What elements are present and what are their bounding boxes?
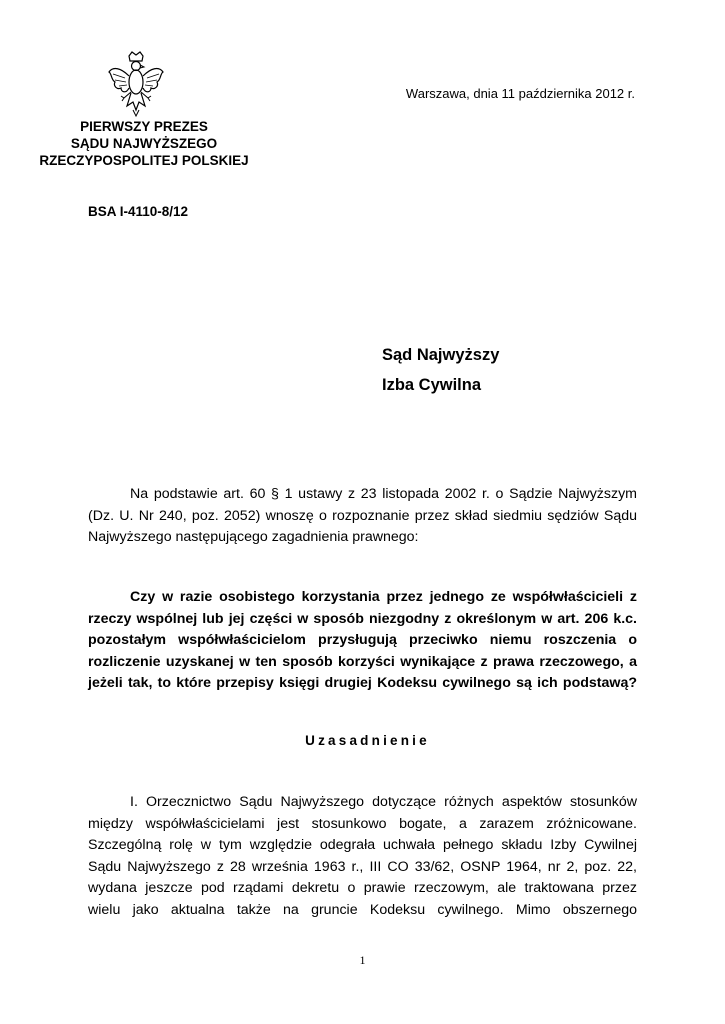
issuer-block	[28, 118, 260, 169]
justification-paragraph	[88, 792, 637, 921]
addressee-court: Sąd Najwyższy	[382, 346, 500, 364]
paragraph-line: między współwłaścicielami jest stosunkowo bogate, a zarazem zróżnicowane.	[88, 815, 637, 832]
question-line: pozostałym współwłaścicielom przysługują przeciwko niemu roszczenia o	[88, 632, 637, 648]
reference-number: BSA I-4110-8/12	[88, 204, 189, 219]
polish-eagle-emblem-icon	[107, 50, 165, 118]
intro-paragraph	[88, 484, 637, 549]
addressee-block	[382, 340, 499, 400]
question-line: rozliczenie uzyskanej w ten sposób korzyści wynikające z prawa rzeczowego, a	[88, 653, 637, 670]
addressee-chamber: Izba Cywilna	[382, 376, 482, 394]
paragraph-line: wydana jeszcze pod rządami dekretu o prawie rzeczowym, ale traktowana przez	[88, 880, 637, 896]
paragraph-line: wielu jako aktualna także na gruncie Kodeksu cywilnego. Mimo obszernego	[88, 901, 637, 918]
paragraph-line: (Dz. U. Nr 240, poz. 2052) wnoszę o rozpoznanie przez skład siedmiu sędziów Sądu	[88, 507, 637, 524]
section-heading: Uzasadnienie	[305, 733, 430, 748]
paragraph-line: I. Orzecznictwo Sądu Najwyższego dotyczące różnych aspektów stosunków	[130, 794, 637, 810]
paragraph-line: Na podstawie art. 60 § 1 ustawy z 23 listopada 2002 r. o Sądzie Najwyższym	[130, 486, 637, 502]
legal-question	[88, 587, 637, 695]
question-line: jeżeli tak, to które przepisy księgi drugiej Kodeksu cywilnego są ich podstawą?	[88, 675, 637, 691]
issuer-line: RZECZYPOSPOLITEJ POLSKIEJ	[39, 153, 249, 168]
issuer-line: PIERWSZY PREZES	[80, 119, 208, 134]
document-date: Warszawa, dnia 11 października 2012 r.	[405, 86, 635, 101]
issuer-line: SĄDU NAJWYŻSZEGO	[70, 136, 218, 151]
page-number: 1	[359, 953, 366, 967]
question-line: rzeczy wspólnej lub jej części w sposób niezgodny z określonym w art. 206 k.c.	[88, 610, 637, 627]
paragraph-line: Sądu Najwyższego z 28 września 1963 r., III CO 33/62, OSNP 1964, nr 2, poz. 22,	[88, 858, 637, 875]
question-line: Czy w razie osobistego korzystania przez jednego ze współwłaścicieli z	[130, 589, 637, 605]
paragraph-line: Najwyższego następującego zagadnienia prawnego:	[88, 529, 419, 545]
paragraph-line: Szczególną rolę w tym względzie odegrała uchwała pełnego składu Izby Cywilnej	[88, 837, 637, 853]
